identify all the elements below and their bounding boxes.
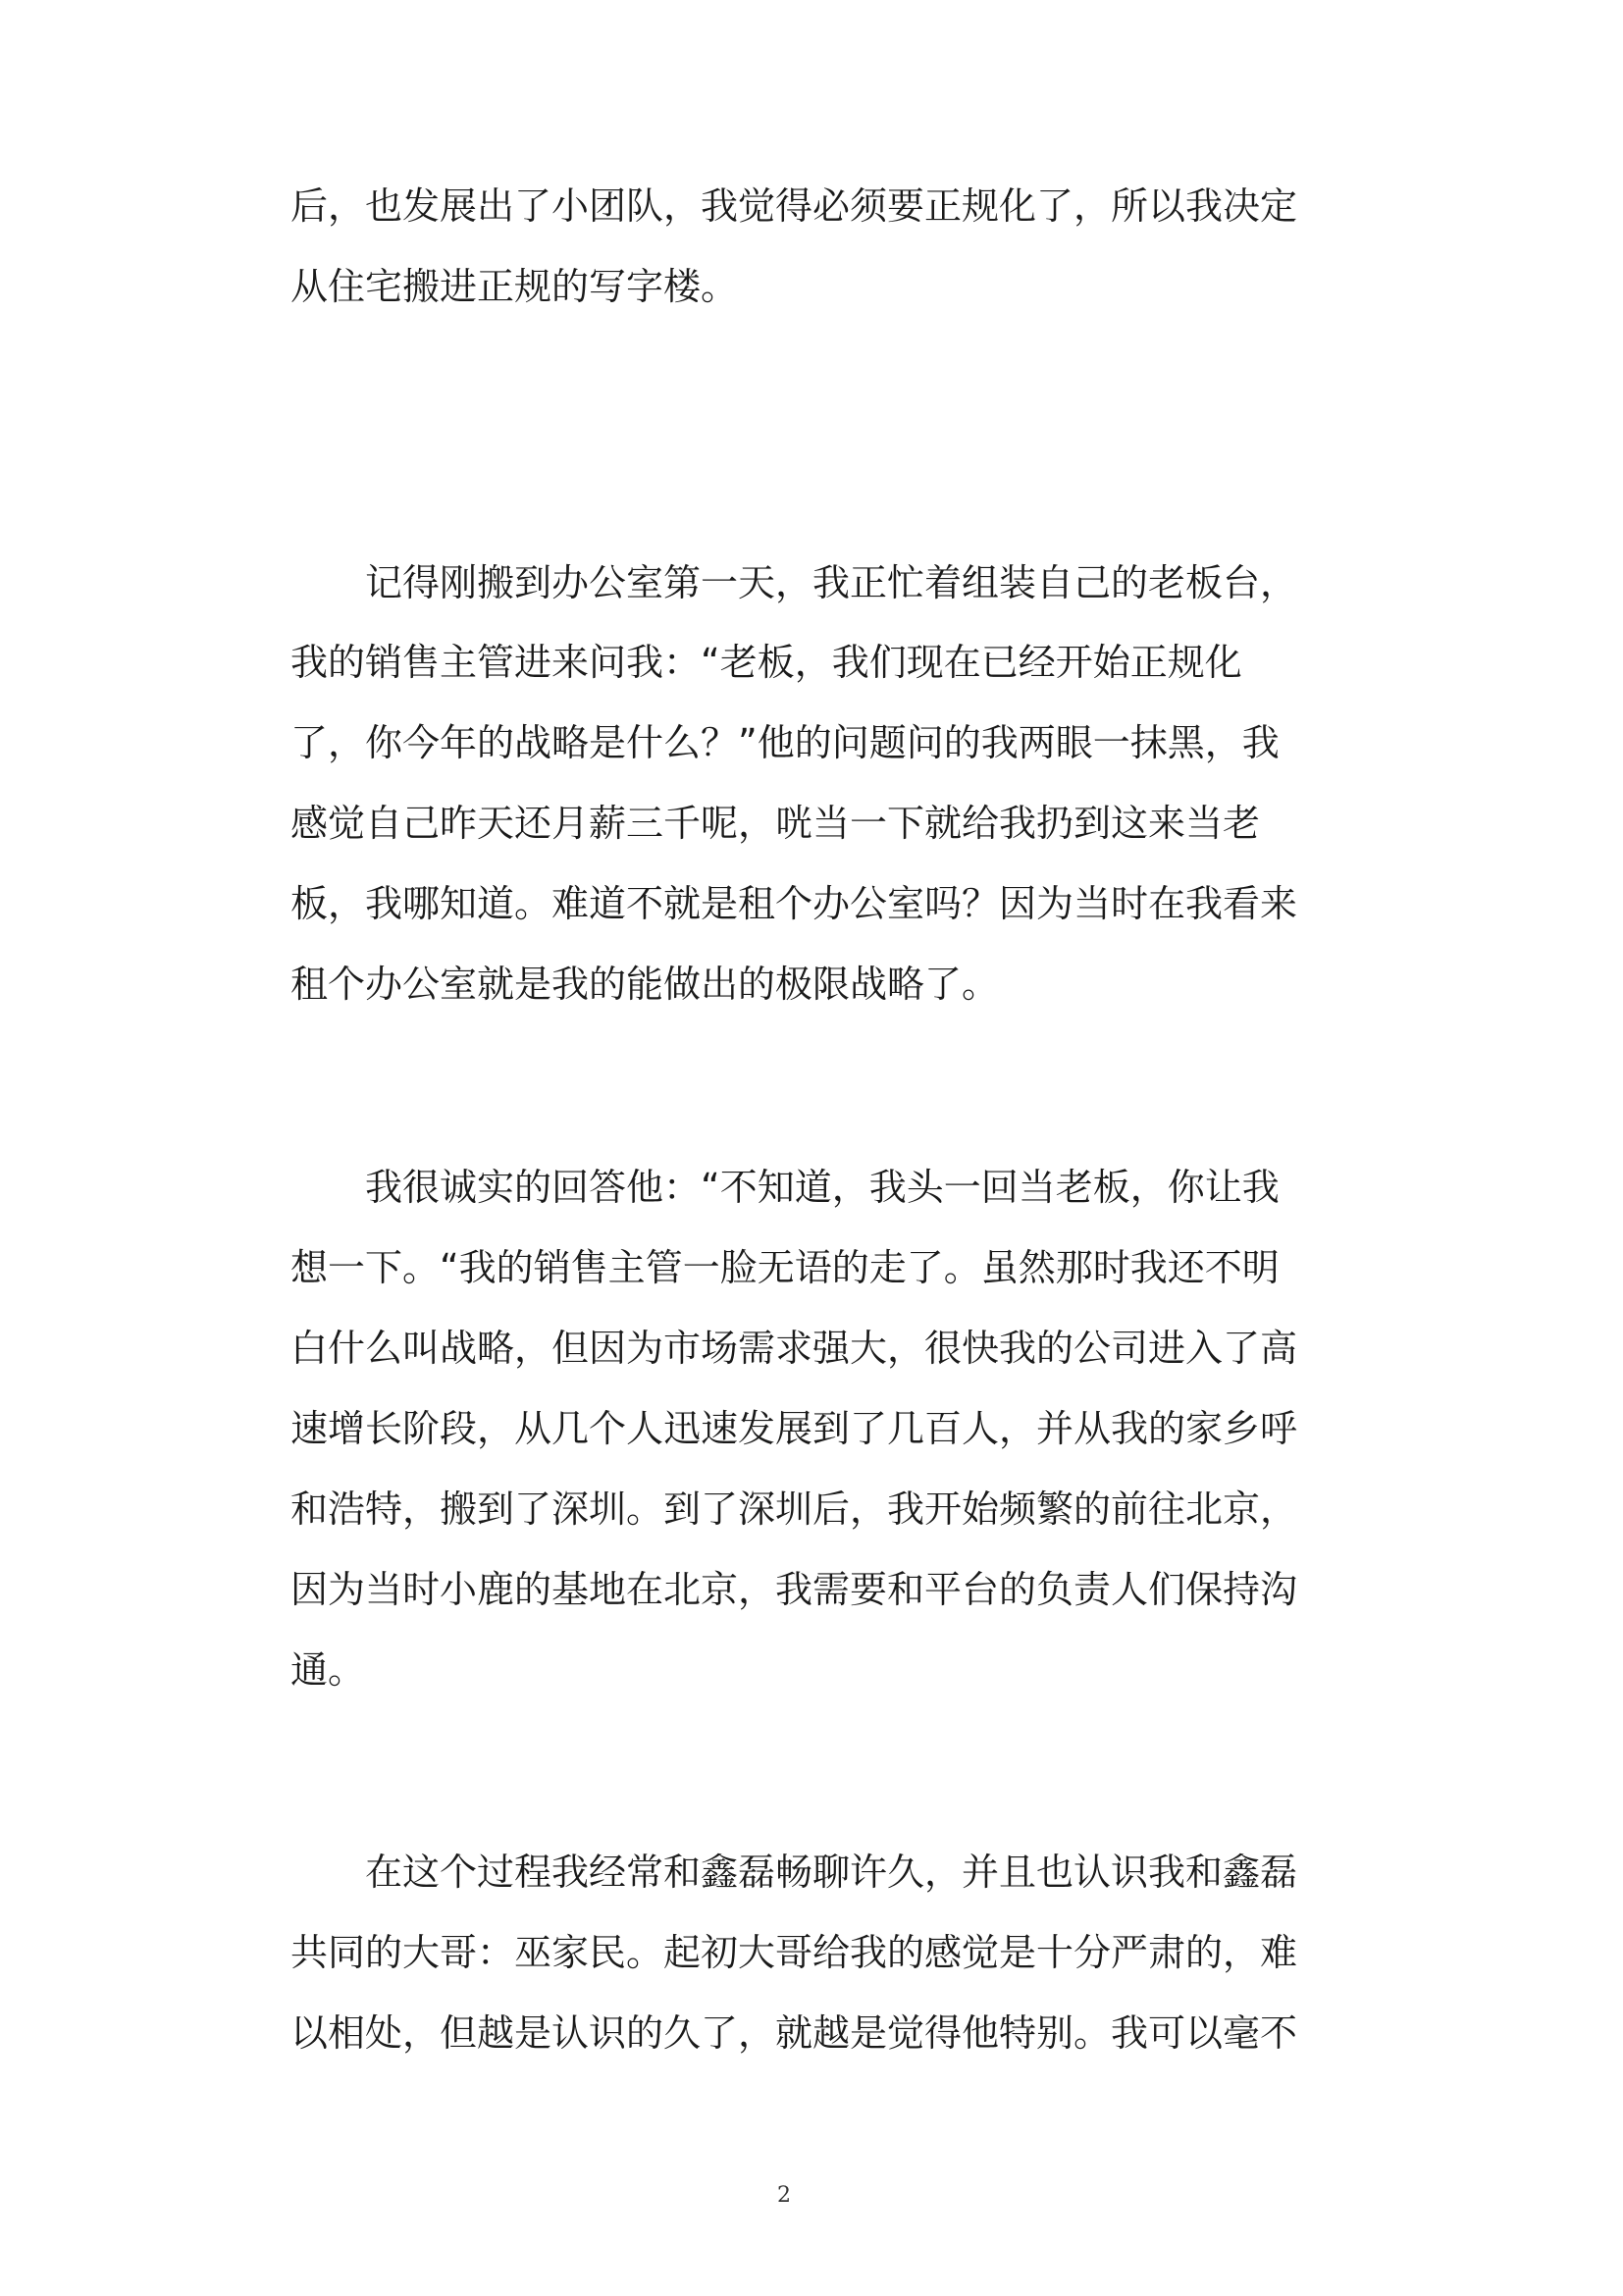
paragraph-2-line-1: 记得刚搬到办公室第一天，我正忙着组装自己的老板台， [365, 561, 1298, 604]
paragraph-3-line-2: 想一下。“我的销售主管一脸无语的走了。虽然那时我还不明 [290, 1246, 1280, 1289]
paragraph-4-line-3: 以相处，但越是认识的久了，就越是觉得他特别。我可以毫不 [290, 2011, 1298, 2055]
page-number: 2 [777, 2183, 791, 2208]
paragraph-3-line-1: 我很诚实的回答他：“不知道，我头一回当老板，你让我 [365, 1166, 1280, 1209]
paragraph-2-line-6: 租个办公室就是我的能做出的极限战略了。 [290, 963, 1000, 1006]
paragraph-3-line-7: 通。 [290, 1648, 366, 1692]
paragraph-1-line-2: 从住宅搬进正规的写字楼。 [290, 265, 739, 308]
paragraph-3-line-5: 和浩特，搬到了深圳。到了深圳后，我开始频繁的前往北京， [290, 1487, 1298, 1531]
paragraph-2-line-4: 感觉自己昨天还月薪三千呢，咣当一下就给我扔到这来当老 [290, 802, 1261, 845]
paragraph-4-line-1: 在这个过程我经常和鑫磊畅聊许久，并且也认识我和鑫磊 [365, 1851, 1298, 1894]
paragraph-4-line-2: 共同的大哥：巫家民。起初大哥给我的感觉是十分严肃的，难 [290, 1931, 1298, 1974]
paragraph-3-line-4: 速增长阶段，从几个人迅速发展到了几百人，并从我的家乡呼 [290, 1407, 1298, 1450]
paragraph-3-line-6: 因为当时小鹿的基地在北京，我需要和平台的负责人们保持沟 [290, 1568, 1298, 1611]
paragraph-2-line-5: 板，我哪知道。难道不就是租个办公室吗？因为当时在我看来 [290, 882, 1298, 925]
paragraph-3-line-3: 白什么叫战略，但因为市场需求强大，很快我的公司进入了高 [290, 1327, 1298, 1370]
paragraph-1-line-1: 后，也发展出了小团队，我觉得必须要正规化了，所以我决定 [290, 184, 1298, 228]
paragraph-2-line-2: 我的销售主管进来问我：“老板，我们现在已经开始正规化 [290, 641, 1242, 684]
paragraph-2-line-3: 了，你今年的战略是什么？”他的问题问的我两眼一抹黑，我 [290, 721, 1280, 764]
